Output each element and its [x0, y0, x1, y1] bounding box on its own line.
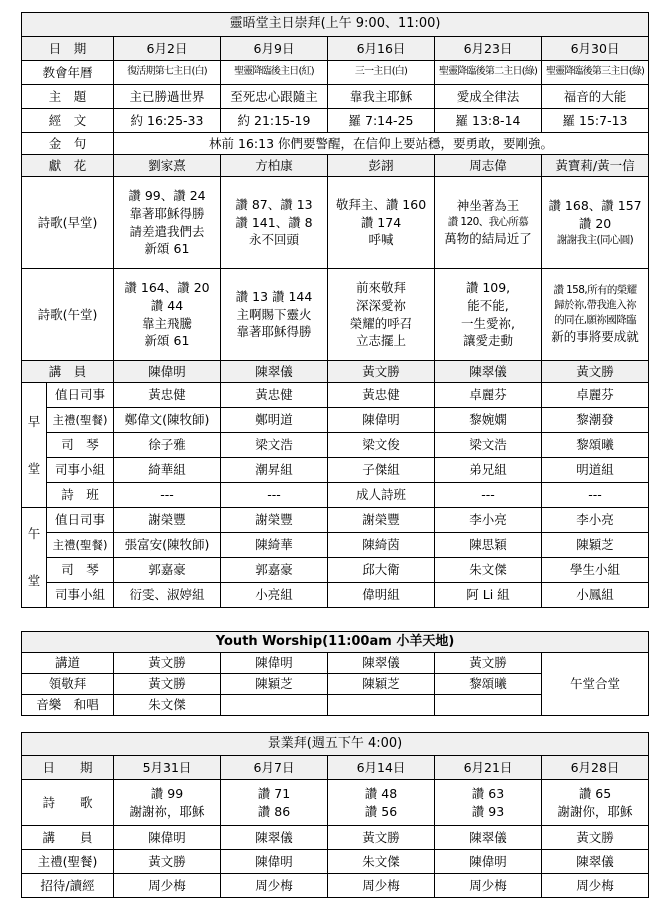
- host-cell: 陳綺華: [221, 533, 328, 558]
- golden-verse-row: [22, 133, 649, 155]
- theme-cell: 福音的大能: [542, 85, 649, 109]
- duty-label: 值日司事: [47, 383, 114, 408]
- friday-hymns-cell: [328, 780, 435, 826]
- music-cell: [328, 695, 435, 716]
- music-cell: [221, 695, 328, 716]
- hymn-line: 請差遣我們去: [129, 223, 205, 239]
- choir-cell: 成人詩班: [328, 483, 435, 508]
- duty-cell: 黃忠健: [114, 383, 221, 408]
- friday-usher-label: 招待/讀經: [22, 874, 114, 898]
- hymn-line: 呼喊: [368, 232, 394, 248]
- early-host-row: [22, 408, 649, 433]
- friday-date-cell: 6月14日: [328, 756, 435, 780]
- friday-speaker-cell: 陳翠儀: [221, 826, 328, 850]
- choir-cell: ---: [435, 483, 542, 508]
- hymn-line: 讚 99: [150, 785, 184, 801]
- hymns-cell: [221, 269, 328, 361]
- hymns-cell: [221, 177, 328, 269]
- hymn-line: 敬拜主、讚 160: [335, 197, 427, 213]
- calendar-cell: 聖靈降臨後主日(紅): [221, 61, 328, 85]
- hymns-cell: [542, 177, 649, 269]
- golden-verse-label: 金 句: [22, 133, 114, 155]
- duty-cell: 黃忠健: [221, 383, 328, 408]
- friday-hymns-cell: [542, 780, 649, 826]
- team-cell: 小鳳組: [542, 583, 649, 608]
- speaker-cell: 黃文勝: [328, 361, 435, 383]
- preach-cell: 黃文勝: [435, 653, 542, 674]
- friday-usher-cell: 周少梅: [221, 874, 328, 898]
- noon-service-label: 午 堂: [22, 508, 47, 608]
- friday-speaker-cell: 黃文勝: [542, 826, 649, 850]
- hymn-line: 讚 63: [471, 785, 505, 801]
- hymn-line: 靠主飛騰: [141, 315, 192, 331]
- hymn-line: 讚 48: [364, 785, 398, 801]
- hymns-cell: [435, 269, 542, 361]
- preach-label: 講道: [22, 653, 114, 674]
- team-cell: 偉明組: [328, 583, 435, 608]
- flowers-label: 獻 花: [22, 155, 114, 177]
- theme-label: 主 題: [22, 85, 114, 109]
- lead-cell: 陳穎芝: [221, 674, 328, 695]
- youth-preach-row: [22, 653, 649, 674]
- friday-host-label: 主禮(聖餐): [22, 850, 114, 874]
- host-cell: 陳思穎: [435, 533, 542, 558]
- hymns-cell: [435, 177, 542, 269]
- choir-cell: ---: [114, 483, 221, 508]
- host-cell: 陳偉明: [328, 408, 435, 433]
- duty-cell: 李小亮: [542, 508, 649, 533]
- friday-host-cell: 陳偉明: [435, 850, 542, 874]
- organ-label: 司 琴: [47, 558, 114, 583]
- duty-cell: 謝榮豐: [114, 508, 221, 533]
- host-label: 主禮(聖餐): [47, 533, 114, 558]
- theme-row: [22, 85, 649, 109]
- friday-hymns-row: [22, 780, 649, 826]
- preach-cell: 黃文勝: [114, 653, 221, 674]
- theme-cell: 愛成全律法: [435, 85, 542, 109]
- scripture-cell: 羅 13:8-14: [435, 109, 542, 133]
- friday-hymns-cell: [114, 780, 221, 826]
- hymn-line: 神坐著為王: [456, 198, 520, 214]
- hymns-early-label: 詩歌(早堂): [22, 177, 114, 269]
- speaker-cell: 陳偉明: [114, 361, 221, 383]
- hymn-line: 新頌 61: [144, 333, 190, 349]
- calendar-cell: 復活期第七主日(白): [114, 61, 221, 85]
- hymn-line: 讚 86: [257, 803, 291, 819]
- friday-speaker-label: 講 員: [22, 826, 114, 850]
- hymn-line: 新頌 61: [144, 241, 190, 257]
- organ-cell: 學生小組: [542, 558, 649, 583]
- hymn-line: 讚 158,所有的榮耀: [553, 284, 637, 296]
- hymn-line: 的同在,願祢國降臨: [554, 314, 636, 327]
- flowers-cell: 方柏康: [221, 155, 328, 177]
- friday-date-cell: 5月31日: [114, 756, 221, 780]
- scripture-label: 經 文: [22, 109, 114, 133]
- lead-cell: 陳穎芝: [328, 674, 435, 695]
- friday-usher-cell: 周少梅: [328, 874, 435, 898]
- team-cell: 衍雯、淑婷組: [114, 583, 221, 608]
- hymn-line: 謝謝祢，耶穌: [129, 803, 205, 819]
- music-cell: [435, 695, 542, 716]
- flowers-cell: 黃寶莉/黃一信: [542, 155, 649, 177]
- date-cell: 6月16日: [328, 37, 435, 61]
- choir-label: 詩 班: [47, 483, 114, 508]
- lead-cell: 黎頌曦: [435, 674, 542, 695]
- organ-cell: 梁文浩: [221, 433, 328, 458]
- friday-usher-cell: 周少梅: [435, 874, 542, 898]
- host-cell: 陳綺茵: [328, 533, 435, 558]
- noon-duty-row: [22, 508, 649, 533]
- flowers-row: [22, 155, 649, 177]
- hymns-noon-row: [22, 269, 649, 361]
- hymn-line: 謝謝我主(同心圓): [556, 233, 634, 246]
- friday-host-cell: 黃文勝: [114, 850, 221, 874]
- team-cell: 阿 Li 組: [435, 583, 542, 608]
- friday-host-cell: 陳偉明: [221, 850, 328, 874]
- team-cell: 小亮組: [221, 583, 328, 608]
- friday-speaker-cell: 黃文勝: [328, 826, 435, 850]
- duty-cell: 黃忠健: [328, 383, 435, 408]
- speaker-cell: 陳翠儀: [221, 361, 328, 383]
- friday-service-table: [21, 732, 649, 898]
- hymn-line: 新的事將要成就: [551, 329, 639, 345]
- hymn-line: 榮耀的呼召: [349, 315, 413, 331]
- host-label: 主禮(聖餐): [47, 408, 114, 433]
- scripture-row: [22, 109, 649, 133]
- calendar-cell: 三一主日(白): [328, 61, 435, 85]
- friday-date-cell: 6月7日: [221, 756, 328, 780]
- choir-cell: ---: [221, 483, 328, 508]
- organ-cell: 郭嘉豪: [221, 558, 328, 583]
- music-cell: 朱文傑: [114, 695, 221, 716]
- early-service-label: 早 堂: [22, 383, 47, 508]
- calendar-row: [22, 61, 649, 85]
- host-cell: 黎婉嫻: [435, 408, 542, 433]
- hymn-line: 讚 168、讚 157: [548, 198, 642, 214]
- scripture-cell: 約 16:25-33: [114, 109, 221, 133]
- hymns-cell: [114, 177, 221, 269]
- hymn-line: 靠著耶穌得勝: [129, 205, 205, 221]
- flowers-cell: 彭詡: [328, 155, 435, 177]
- theme-cell: 至死忠心跟隨主: [221, 85, 328, 109]
- hymn-line: 讚 99、讚 24: [128, 188, 206, 204]
- friday-speaker-row: [22, 826, 649, 850]
- date-cell: 6月9日: [221, 37, 328, 61]
- hymn-line: 歸於祢,帶我進入祢: [554, 299, 636, 312]
- friday-date-cell: 6月28日: [542, 756, 649, 780]
- hymn-line: 讚 120、我心所慕: [447, 215, 529, 228]
- host-cell: 張富安(陳牧師): [114, 533, 221, 558]
- hymn-line: 讚 164、讚 20: [124, 280, 210, 296]
- calendar-cell: 聖靈降臨後第二主日(綠): [435, 61, 542, 85]
- preach-cell: 陳偉明: [221, 653, 328, 674]
- hymn-line: 靠著耶穌得勝: [236, 324, 312, 340]
- hymn-line: 永不回頭: [248, 232, 299, 248]
- calendar-label: 教會年曆: [22, 61, 114, 85]
- friday-usher-row: [22, 874, 649, 898]
- noon-organ-row: [22, 558, 649, 583]
- friday-hymns-cell: [435, 780, 542, 826]
- hymn-line: 讚 65: [578, 785, 612, 801]
- date-cell: 6月30日: [542, 37, 649, 61]
- organ-cell: 梁文浩: [435, 433, 542, 458]
- organ-cell: 邱大衛: [328, 558, 435, 583]
- date-cell: 6月2日: [114, 37, 221, 61]
- flowers-cell: 周志偉: [435, 155, 542, 177]
- sunday-worship-title: 靈晤堂主日崇拜(上午 9:00、11:00): [22, 13, 649, 37]
- host-cell: 黎潮發: [542, 408, 649, 433]
- friday-speaker-cell: 陳翠儀: [435, 826, 542, 850]
- early-choir-row: [22, 483, 649, 508]
- sunday-worship-table: [21, 12, 649, 608]
- team-label: 司事小組: [47, 583, 114, 608]
- hymns-cell: [542, 269, 649, 361]
- team-cell: 綺華組: [114, 458, 221, 483]
- calendar-cell: 聖靈降臨後第三主日(綠): [542, 61, 649, 85]
- hymn-line: 立志擺上: [355, 333, 406, 349]
- duty-label: 值日司事: [47, 508, 114, 533]
- hymn-line: 前來敬拜: [355, 280, 406, 296]
- duty-cell: 謝榮豐: [221, 508, 328, 533]
- speaker-label: 講 員: [22, 361, 114, 383]
- host-cell: 鄭明道: [221, 408, 328, 433]
- hymn-line: 謝謝你，耶穌: [557, 803, 633, 819]
- hymns-noon-label: 詩歌(午堂): [22, 269, 114, 361]
- team-cell: 明道組: [542, 458, 649, 483]
- organ-cell: 郭嘉豪: [114, 558, 221, 583]
- scripture-cell: 羅 15:7-13: [542, 109, 649, 133]
- hymn-line: 萬物的結局近了: [444, 231, 532, 247]
- golden-verse-text: 林前 16:13 你們要警醒，在信仰上要站穩，要勇敢，要剛強。: [114, 133, 649, 155]
- friday-usher-cell: 周少梅: [114, 874, 221, 898]
- lead-label: 領敬拜: [22, 674, 114, 695]
- friday-speaker-cell: 陳偉明: [114, 826, 221, 850]
- friday-date-label: 日 期: [22, 756, 114, 780]
- organ-label: 司 琴: [47, 433, 114, 458]
- choir-cell: ---: [542, 483, 649, 508]
- friday-host-row: [22, 850, 649, 874]
- hymn-line: 讚 56: [364, 803, 398, 819]
- hymn-line: 讚 174: [360, 214, 402, 230]
- hymn-line: 一生愛祢,: [461, 315, 515, 331]
- team-cell: 子傑組: [328, 458, 435, 483]
- early-duty-row: [22, 383, 649, 408]
- friday-hymns-label: 詩 歌: [22, 780, 114, 826]
- speaker-cell: 陳翠儀: [435, 361, 542, 383]
- youth-worship-title: Youth Worship(11:00am 小羊天地): [22, 632, 649, 653]
- hymn-line: 讚 20: [578, 215, 612, 231]
- early-organ-row: [22, 433, 649, 458]
- speaker-row: [22, 361, 649, 383]
- hymn-line: 讚 93: [471, 803, 505, 819]
- music-label: 音樂 和唱: [22, 695, 114, 716]
- hymn-line: 讓愛走動: [462, 333, 513, 349]
- flowers-cell: 劉家熹: [114, 155, 221, 177]
- host-cell: 鄭偉文(陳牧師): [114, 408, 221, 433]
- team-cell: 潮昇組: [221, 458, 328, 483]
- friday-date-cell: 6月21日: [435, 756, 542, 780]
- friday-hymns-cell: [221, 780, 328, 826]
- hymn-line: 主啊賜下靈火: [236, 306, 312, 322]
- theme-cell: 靠我主耶穌: [328, 85, 435, 109]
- team-label: 司事小組: [47, 458, 114, 483]
- lead-cell: 黃文勝: [114, 674, 221, 695]
- hymns-cell: [114, 269, 221, 361]
- hymns-cell: [328, 269, 435, 361]
- hymn-line: 讚 109,: [465, 280, 511, 296]
- hymn-line: 讚 141、讚 8: [235, 214, 313, 230]
- friday-host-cell: 朱文傑: [328, 850, 435, 874]
- friday-date-row: [22, 756, 649, 780]
- scripture-cell: 約 21:15-19: [221, 109, 328, 133]
- hymn-line: 讚 13 讚 144: [235, 289, 313, 305]
- organ-cell: 徐子雅: [114, 433, 221, 458]
- hymn-line: 深深愛祢: [355, 297, 406, 313]
- duty-cell: 卓麗芬: [435, 383, 542, 408]
- hymn-line: 讚 87、讚 13: [235, 197, 313, 213]
- date-row: [22, 37, 649, 61]
- speaker-cell: 黃文勝: [542, 361, 649, 383]
- theme-cell: 主已勝過世界: [114, 85, 221, 109]
- noon-team-row: [22, 583, 649, 608]
- duty-cell: 李小亮: [435, 508, 542, 533]
- organ-cell: 朱文傑: [435, 558, 542, 583]
- hymn-line: 讚 71: [257, 785, 291, 801]
- hymn-line: 能不能,: [467, 297, 509, 313]
- date-label: 日 期: [22, 37, 114, 61]
- preach-cell: 陳翠儀: [328, 653, 435, 674]
- date-cell: 6月23日: [435, 37, 542, 61]
- team-cell: 弟兄組: [435, 458, 542, 483]
- duty-cell: 謝榮豐: [328, 508, 435, 533]
- hymn-line: 讚 44: [150, 297, 184, 313]
- youth-worship-table: [21, 631, 649, 716]
- scripture-cell: 羅 7:14-25: [328, 109, 435, 133]
- organ-cell: 梁文俊: [328, 433, 435, 458]
- merged-service-note: 午堂合堂: [542, 653, 649, 716]
- hymns-early-row: [22, 177, 649, 269]
- organ-cell: 黎頌曦: [542, 433, 649, 458]
- duty-cell: 卓麗芬: [542, 383, 649, 408]
- friday-host-cell: 陳翠儀: [542, 850, 649, 874]
- friday-usher-cell: 周少梅: [542, 874, 649, 898]
- noon-host-row: [22, 533, 649, 558]
- host-cell: 陳穎芝: [542, 533, 649, 558]
- early-team-row: [22, 458, 649, 483]
- friday-service-title: 景業拜(週五下午 4:00): [22, 733, 649, 756]
- hymns-cell: [328, 177, 435, 269]
